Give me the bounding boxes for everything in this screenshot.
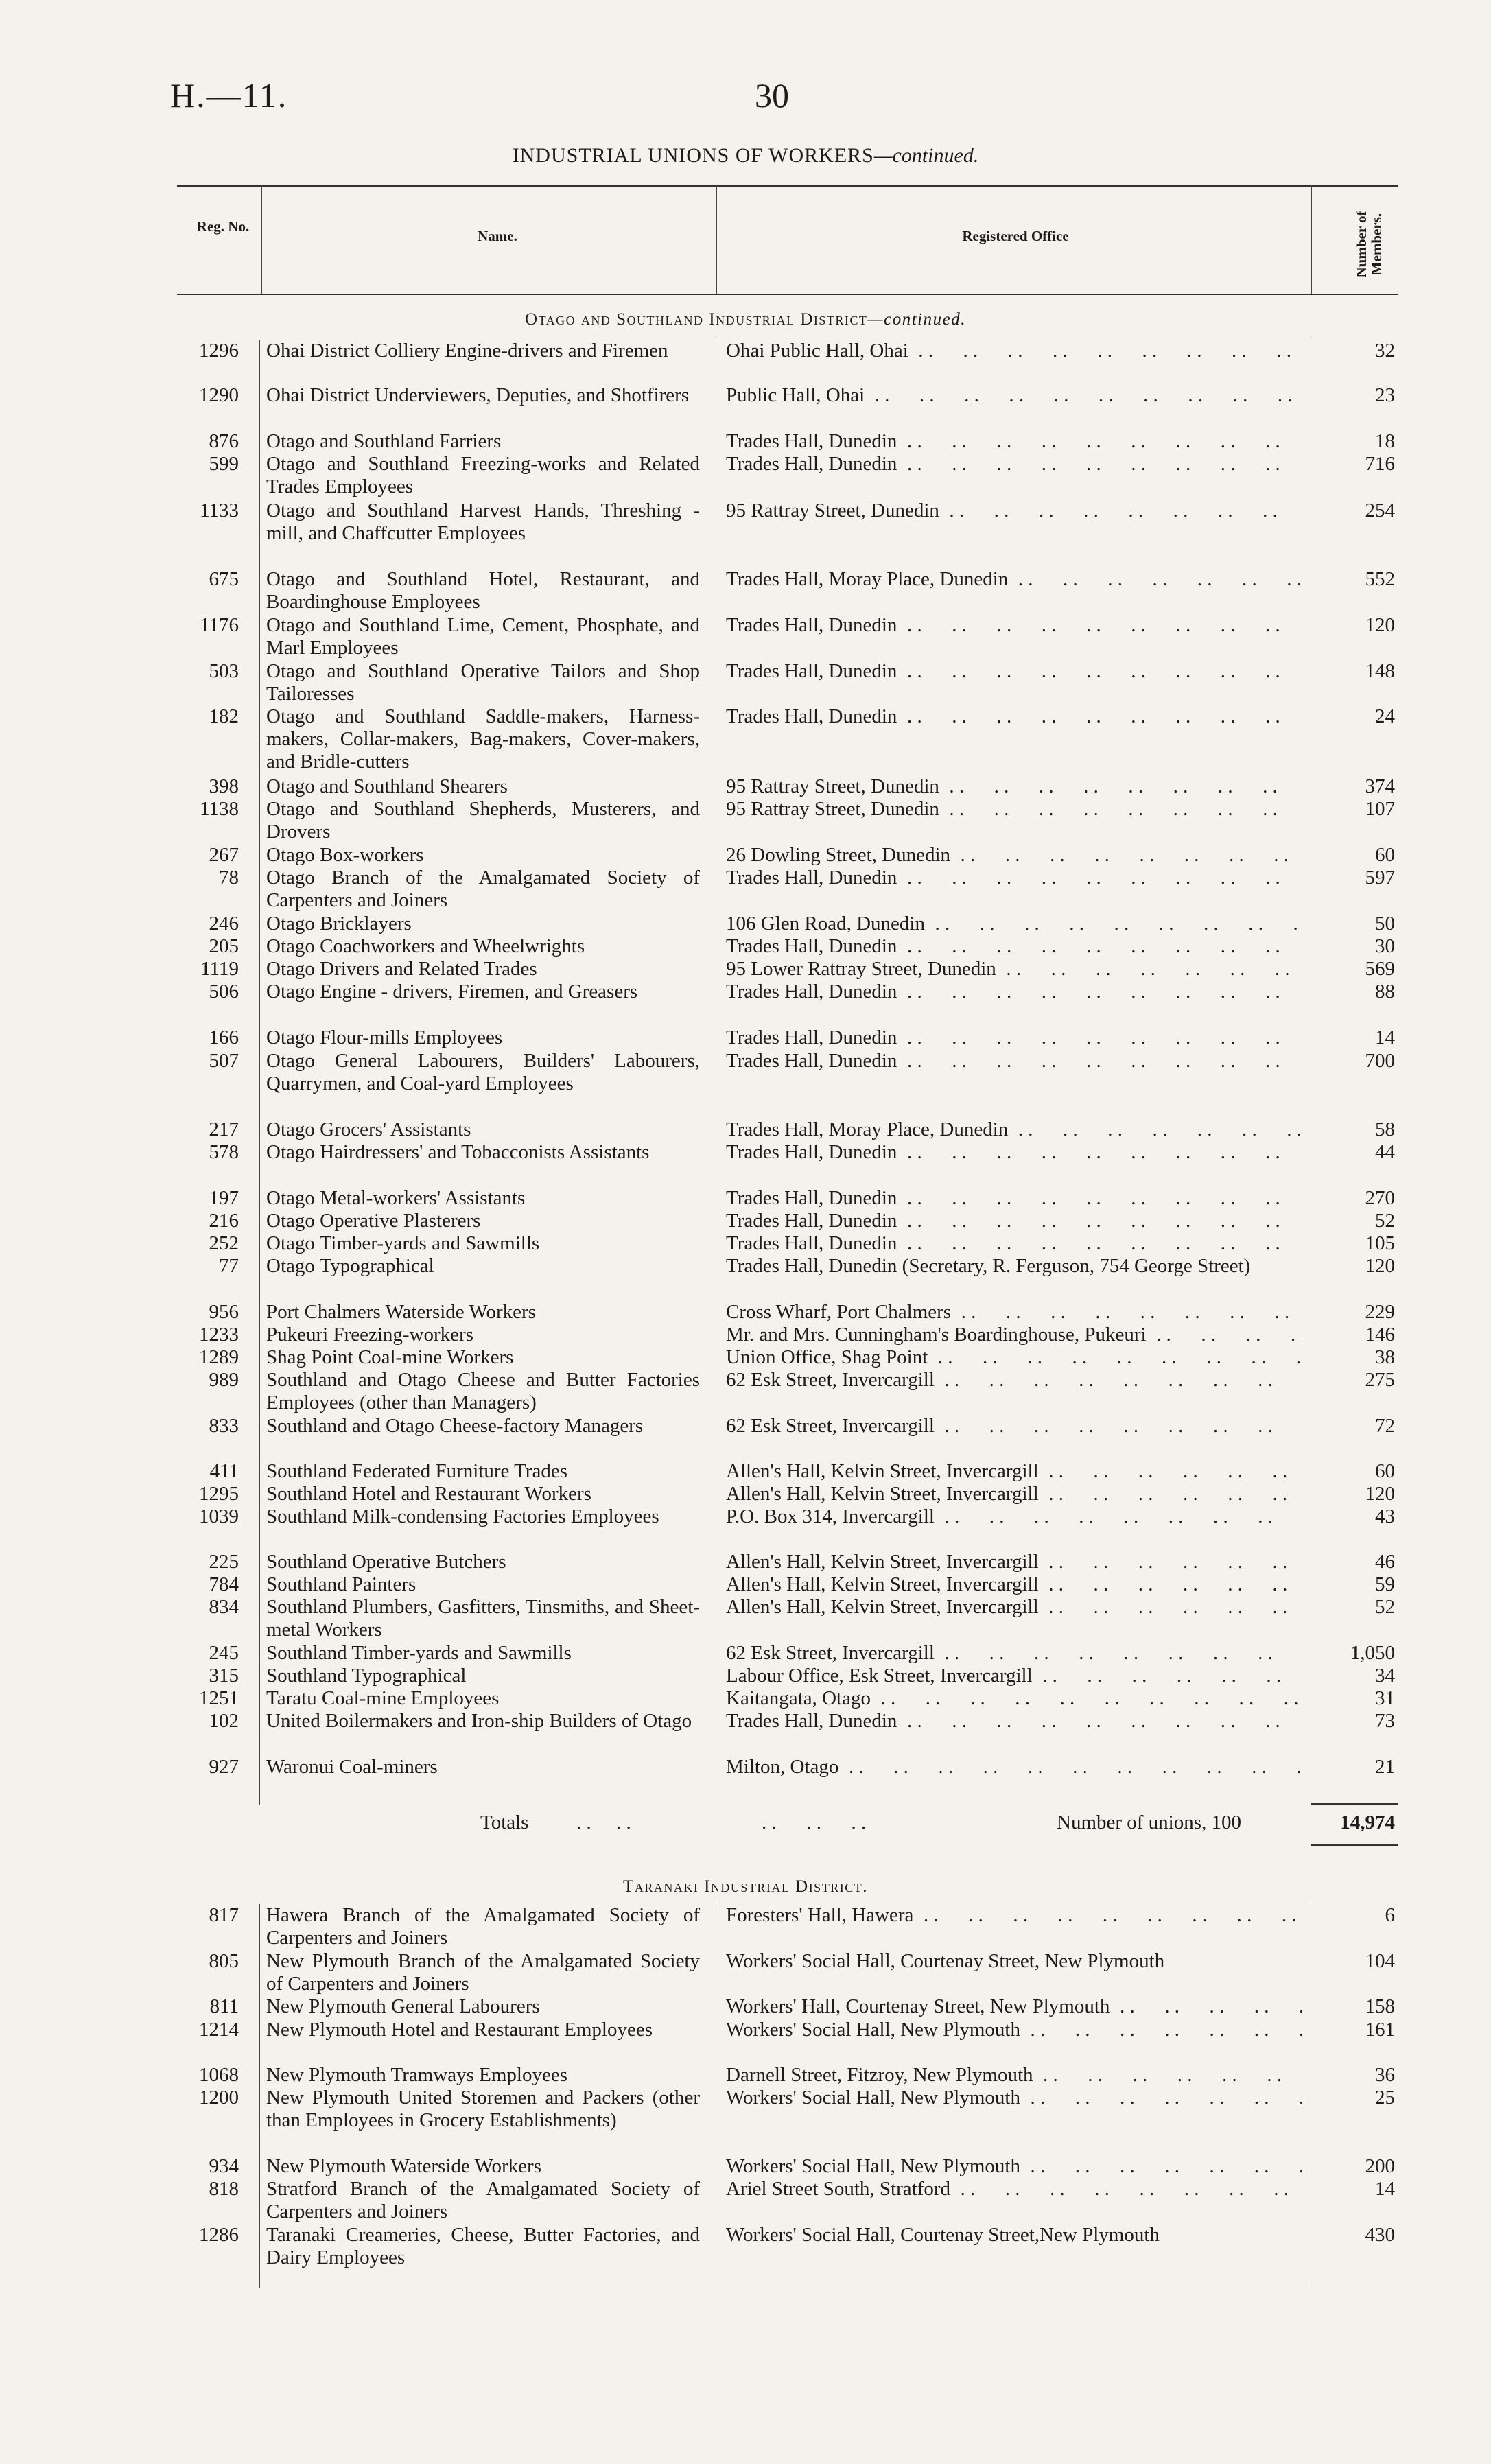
union-name-cell: Southland Painters [266,1573,416,1595]
registered-office-cell: Mr. and Mrs. Cunningham's Boardinghouse, Pukeuri . . [726,1324,1302,1346]
union-name-cell: Otago and Southland Lime, Cement, Phosphate, and Marl Employees [266,614,700,659]
registered-office-cell: Trades Hall, Dunedin . . [726,1210,1302,1232]
union-name-cell: Otago and Southland Harvest Hands, Threshing - mill, and Chaffcutter Employees [266,500,700,544]
members-count-cell: 254 [1365,500,1395,521]
registered-office-cell: Trades Hall, Moray Place, Dunedin . . [726,1118,1302,1141]
members-count-cell: 59 [1375,1573,1395,1595]
reg-no-cell: 216 [209,1210,239,1232]
reg-no-cell: 1286 [199,2224,239,2246]
union-name-cell: Port Chalmers Waterside Workers [266,1301,536,1323]
column-header-name: Name. [478,228,517,244]
members-count-cell: 52 [1375,1596,1395,1618]
union-name-cell: Otago and Southland Farriers [266,430,502,452]
reg-no-cell: 989 [209,1369,239,1391]
union-name-cell: Ohai District Colliery Engine-drivers and Firemen [266,340,668,362]
registered-office-cell: 95 Lower Rattray Street, Dunedin . . [726,958,1302,981]
members-count-cell: 597 [1365,867,1395,889]
page-title-cont: —continued. [873,144,979,167]
registered-office-cell: Allen's Hall, Kelvin Street, Invercargill . . [726,1460,1302,1483]
members-count-cell: 18 [1375,430,1395,452]
union-name-cell: Otago Coachworkers and Wheelwrights [266,935,585,957]
column-header-members: Number of Members. [1353,211,1385,278]
union-name-cell: United Boilermakers and Iron-ship Builders of Otago [266,1710,692,1732]
union-name-cell: Southland and Otago Cheese and Butter Factories Employees (other than Managers) [266,1369,700,1413]
leader-dots: . . . . [576,1811,631,1833]
reg-no-cell: 1214 [199,2019,239,2041]
union-name-cell: Southland Federated Furniture Trades [266,1460,567,1482]
reg-no-cell: 876 [209,430,239,452]
union-name-cell: Otago Metal-workers' Assistants [266,1187,526,1209]
union-name-cell: New Plymouth Hotel and Restaurant Employees [266,2019,653,2041]
registered-office-cell: Workers' Social Hall, New Plymouth . . [726,2019,1302,2041]
registered-office-cell: Darnell Street, Fitzroy, New Plymouth . . [726,2064,1302,2087]
members-count-cell: 34 [1375,1665,1395,1687]
reg-no-cell: 1200 [199,2087,239,2109]
members-count-cell: 120 [1365,614,1395,636]
members-count-cell: 146 [1365,1324,1395,1346]
members-count-cell: 60 [1375,844,1395,866]
union-name-cell: Otago Engine - drivers, Firemen, and Greasers [266,981,638,1002]
registered-office-cell: Milton, Otago . . [726,1756,1302,1779]
column-header-office: Registered Office [962,228,1069,244]
reg-no-cell: 506 [209,981,239,1002]
reg-no-cell: 182 [209,705,239,727]
union-name-cell: New Plymouth General Labourers [266,1995,540,2017]
reg-no-cell: 252 [209,1232,239,1254]
registered-office-cell: Trades Hall, Dunedin . . [726,1141,1302,1164]
totals-rule [1311,1803,1398,1805]
body-divider [259,340,260,1805]
registered-office-cell: Trades Hall, Dunedin . . [726,867,1302,889]
registered-office-cell: Ohai Public Hall, Ohai . . [726,340,1302,362]
union-name-cell: Otago General Labourers, Builders' Labourers, Quarrymen, and Coal-yard Employees [266,1050,700,1094]
reg-no-cell: 197 [209,1187,239,1209]
registered-office-cell: Trades Hall, Dunedin . . [726,430,1302,453]
registered-office-cell: Trades Hall, Dunedin . . [726,1050,1302,1072]
union-name-cell: Otago and Southland Shearers [266,775,508,797]
members-count-cell: 25 [1375,2087,1395,2109]
reg-no-cell: 1039 [199,1505,239,1527]
members-count-cell: 569 [1365,958,1395,980]
reg-no-cell: 503 [209,660,239,682]
union-name-cell: Southland Plumbers, Gasfitters, Tinsmiths, and Sheet-metal Workers [266,1596,700,1641]
reg-no-cell: 398 [209,775,239,797]
members-count-cell: 700 [1365,1050,1395,1072]
page-number: 30 [755,76,789,115]
registered-office-cell: Trades Hall, Dunedin . . [726,1232,1302,1255]
reg-no-cell: 1119 [200,958,239,980]
registered-office-cell: Trades Hall, Dunedin (Secretary, R. Ferguson, 754 George Street) [726,1255,1251,1277]
members-count-cell: 88 [1375,981,1395,1002]
registered-office-cell: 106 Glen Road, Dunedin . . [726,913,1302,935]
members-count-cell: 161 [1365,2019,1395,2041]
union-name-cell: Otago Box-workers [266,844,424,866]
union-name-cell: Southland Typographical [266,1665,467,1687]
members-count-cell: 275 [1365,1369,1395,1391]
registered-office-cell: 95 Rattray Street, Dunedin . . [726,500,1302,522]
reg-no-cell: 927 [209,1756,239,1778]
members-count-cell: 23 [1375,384,1395,406]
union-name-cell: Southland Hotel and Restaurant Workers [266,1483,591,1505]
reg-no-cell: 599 [209,453,239,475]
page-title-main: INDUSTRIAL UNIONS OF WORKERS [512,144,874,167]
registered-office-cell: Kaitangata, Otago . . [726,1687,1302,1710]
reg-no-cell: 1138 [200,798,239,820]
union-name-cell: Otago Hairdressers' and Tobacconists Assistants [266,1141,650,1163]
members-count-cell: 716 [1365,453,1395,475]
reg-no-cell: 1289 [199,1346,239,1368]
reg-no-cell: 1290 [199,384,239,406]
union-name-cell: Otago Typographical [266,1255,434,1277]
reg-no-cell: 1176 [200,614,239,636]
header-divider [716,185,717,294]
union-name-cell: Southland Operative Butchers [266,1551,506,1573]
members-count-cell: 60 [1375,1460,1395,1482]
members-count-cell: 46 [1375,1551,1395,1573]
table-top-rule [177,185,1398,187]
reg-no-cell: 956 [209,1301,239,1323]
union-name-cell: Otago Bricklayers [266,913,412,935]
members-count-cell: 120 [1365,1483,1395,1505]
registered-office-cell: Trades Hall, Dunedin . . [726,935,1302,958]
members-count-cell: 1,050 [1350,1642,1395,1664]
members-count-cell: 52 [1375,1210,1395,1232]
registered-office-cell: Trades Hall, Dunedin . . [726,453,1302,476]
union-name-cell: Ohai District Underviewers, Deputies, and Shotfirers [266,384,690,406]
union-name-cell: Otago and Southland Freezing-works and Related Trades Employees [266,453,700,497]
registered-office-cell: Public Hall, Ohai . . [726,384,1302,407]
reg-no-cell: 205 [209,935,239,957]
header-divider [1311,185,1312,294]
union-name-cell: New Plymouth Branch of the Amalgamated Society of Carpenters and Joiners [266,1950,700,1995]
reg-no-cell: 507 [209,1050,239,1072]
members-count-cell: 36 [1375,2064,1395,2086]
members-count-cell: 58 [1375,1118,1395,1140]
members-count-cell: 21 [1375,1756,1395,1778]
registered-office-cell: Trades Hall, Dunedin . . [726,1710,1302,1733]
reg-no-cell: 817 [209,1904,239,1926]
registered-office-cell: Trades Hall, Dunedin . . [726,1187,1302,1210]
members-count-cell: 552 [1365,568,1395,590]
reg-no-cell: 1233 [199,1324,239,1346]
registered-office-cell: 95 Rattray Street, Dunedin . . [726,798,1302,821]
reg-no-cell: 102 [209,1710,239,1732]
union-name-cell: Southland Milk-condensing Factories Employees [266,1505,659,1527]
header-divider [261,185,262,294]
members-count-cell: 107 [1365,798,1395,820]
members-count-cell: 120 [1365,1255,1395,1277]
reg-no-cell: 818 [209,2178,239,2200]
union-name-cell: Pukeuri Freezing-workers [266,1324,473,1346]
registered-office-cell: Workers' Social Hall, New Plymouth . . [726,2087,1302,2109]
members-count-cell: 72 [1375,1415,1395,1437]
union-name-cell: Taratu Coal-mine Employees [266,1687,500,1709]
members-count-cell: 44 [1375,1141,1395,1163]
members-count-cell: 50 [1375,913,1395,935]
registered-office-cell: 62 Esk Street, Invercargill . . [726,1369,1302,1392]
page-title [0,144,1491,167]
members-count-cell: 430 [1365,2224,1395,2246]
members-count-cell: 6 [1385,1904,1395,1926]
reg-no-cell: 1251 [199,1687,239,1709]
members-count-cell: 158 [1365,1995,1395,2017]
reg-no-cell: 675 [209,568,239,590]
union-name-cell: New Plymouth Waterside Workers [266,2155,542,2177]
registered-office-cell: Cross Wharf, Port Chalmers . . [726,1301,1302,1324]
union-name-cell: Otago and Southland Saddle-makers, Harness-makers, Collar-makers, Bag-makers, Cover-makers, and Bridle-cutters [266,705,700,773]
union-name-cell: Otago Operative Plasterers [266,1210,481,1232]
union-name-cell: Otago Drivers and Related Trades [266,958,537,980]
registered-office-cell: Trades Hall, Moray Place, Dunedin . . [726,568,1302,591]
section-heading-cont: —continued. [867,310,966,329]
reg-no-cell: 77 [219,1255,239,1277]
union-name-cell: Otago and Southland Hotel, Restaurant, and Boardinghouse Employees [266,568,700,613]
members-count-cell: 32 [1375,340,1395,362]
reg-no-cell: 267 [209,844,239,866]
reg-no-cell: 811 [209,1995,239,2017]
registered-office-cell: Workers' Social Hall, New Plymouth . . [726,2155,1302,2178]
reg-no-cell: 78 [219,867,239,889]
registered-office-cell: Trades Hall, Dunedin . . [726,1026,1302,1049]
members-count-cell: 24 [1375,705,1395,727]
totals-rule [1311,1844,1398,1846]
reg-no-cell: 1296 [199,340,239,362]
union-name-cell: Southland Timber-yards and Sawmills [266,1642,572,1664]
leader-dots: . . . . . . [762,1811,867,1833]
registered-office-cell: Labour Office, Esk Street, Invercargill . . [726,1665,1302,1687]
registered-office-cell: 62 Esk Street, Invercargill . . [726,1415,1302,1438]
reg-no-cell: 217 [209,1118,239,1140]
registered-office-cell: Allen's Hall, Kelvin Street, Invercargill . . [726,1551,1302,1573]
reg-no-cell: 246 [209,913,239,935]
registered-office-cell: Allen's Hall, Kelvin Street, Invercargill . . [726,1596,1302,1619]
union-name-cell: Southland and Otago Cheese-factory Managers [266,1415,644,1437]
reg-no-cell: 1068 [199,2064,239,2086]
totals-members: 14,974 [1340,1811,1395,1833]
registered-office-cell: Workers' Social Hall, Courtenay Street,New Plymouth [726,2224,1160,2246]
registered-office-cell: Foresters' Hall, Hawera . . [726,1904,1302,1927]
registered-office-cell: Allen's Hall, Kelvin Street, Invercargill . . [726,1483,1302,1505]
reg-no-cell: 1295 [199,1483,239,1505]
registered-office-cell: Workers' Hall, Courtenay Street, New Plymouth . . [726,1995,1302,2018]
totals-label: Totals [480,1811,529,1833]
members-count-cell: 148 [1365,660,1395,682]
reg-no-cell: 934 [209,2155,239,2177]
table-header-rule [177,294,1398,295]
section-heading-taranaki [0,1877,1491,1897]
reg-no-cell: 834 [209,1596,239,1618]
members-count-cell: 31 [1375,1687,1395,1709]
section-heading-otago [0,310,1491,329]
members-count-cell: 14 [1375,2178,1395,2200]
reg-no-cell: 315 [209,1665,239,1687]
registered-office-cell: P.O. Box 314, Invercargill . . [726,1505,1302,1528]
union-name-cell: Waronui Coal-miners [266,1756,438,1778]
registered-office-cell: Union Office, Shag Point . . [726,1346,1302,1369]
union-name-cell: Otago and Southland Operative Tailors and Shop Tailoresses [266,660,700,705]
union-name-cell: Otago Grocers' Assistants [266,1118,471,1140]
reg-no-cell: 411 [209,1460,239,1482]
members-count-cell: 30 [1375,935,1395,957]
members-count-cell: 43 [1375,1505,1395,1527]
registered-office-cell: 95 Rattray Street, Dunedin . . [726,775,1302,798]
section-heading-text: Otago and Southland Industrial District [525,310,868,329]
union-name-cell: Otago Timber-yards and Sawmills [266,1232,540,1254]
reg-no-cell: 578 [209,1141,239,1163]
union-name-cell: Stratford Branch of the Amalgamated Society of Carpenters and Joiners [266,2178,700,2222]
registered-office-cell: Trades Hall, Dunedin . . [726,981,1302,1003]
page-header-ref: H.—11. [170,76,288,115]
members-count-cell: 270 [1365,1187,1395,1209]
registered-office-cell: Workers' Social Hall, Courtenay Street, New Plymouth [726,1950,1165,1972]
reg-no-cell: 245 [209,1642,239,1664]
reg-no-cell: 805 [209,1950,239,1972]
members-count-cell: 104 [1365,1950,1395,1972]
column-header-reg-no: Reg. No. [196,218,250,235]
members-count-cell: 200 [1365,2155,1395,2177]
union-name-cell: Otago Flour-mills Employees [266,1026,503,1048]
registered-office-cell: Allen's Hall, Kelvin Street, Invercargill . . [726,1573,1302,1596]
registered-office-cell: 62 Esk Street, Invercargill . . [726,1642,1302,1665]
union-name-cell: Otago and Southland Shepherds, Musterers, and Drovers [266,798,700,843]
registered-office-cell: Trades Hall, Dunedin . . [726,614,1302,637]
union-name-cell: New Plymouth United Storemen and Packers (other than Employees in Grocery Establishments) [266,2087,700,2131]
union-name-cell: Otago Branch of the Amalgamated Society of Carpenters and Joiners [266,867,700,911]
members-count-cell: 38 [1375,1346,1395,1368]
reg-no-cell: 784 [209,1573,239,1595]
members-count-cell: 374 [1365,775,1395,797]
union-name-cell: Taranaki Creameries, Cheese, Butter Factories, and Dairy Employees [266,2224,700,2268]
members-count-cell: 73 [1375,1710,1395,1732]
members-count-cell: 229 [1365,1301,1395,1323]
members-count-cell: 14 [1375,1026,1395,1048]
registered-office-cell: Trades Hall, Dunedin . . [726,660,1302,683]
registered-office-cell: Ariel Street South, Stratford . . [726,2178,1302,2201]
section-heading-text: Taranaki Industrial District. [623,1877,868,1896]
reg-no-cell: 166 [209,1026,239,1048]
registered-office-cell: Trades Hall, Dunedin . . [726,705,1302,728]
union-name-cell: New Plymouth Tramways Employees [266,2064,568,2086]
union-name-cell: Shag Point Coal-mine Workers [266,1346,514,1368]
totals-unions-count: Number of unions, 100 [1057,1811,1242,1833]
members-count-cell: 105 [1365,1232,1395,1254]
registered-office-cell: 26 Dowling Street, Dunedin . . [726,844,1302,867]
reg-no-cell: 1133 [200,500,239,521]
reg-no-cell: 833 [209,1415,239,1437]
body-divider [259,1904,260,2288]
reg-no-cell: 225 [209,1551,239,1573]
union-name-cell: Hawera Branch of the Amalgamated Society of Carpenters and Joiners [266,1904,700,1949]
